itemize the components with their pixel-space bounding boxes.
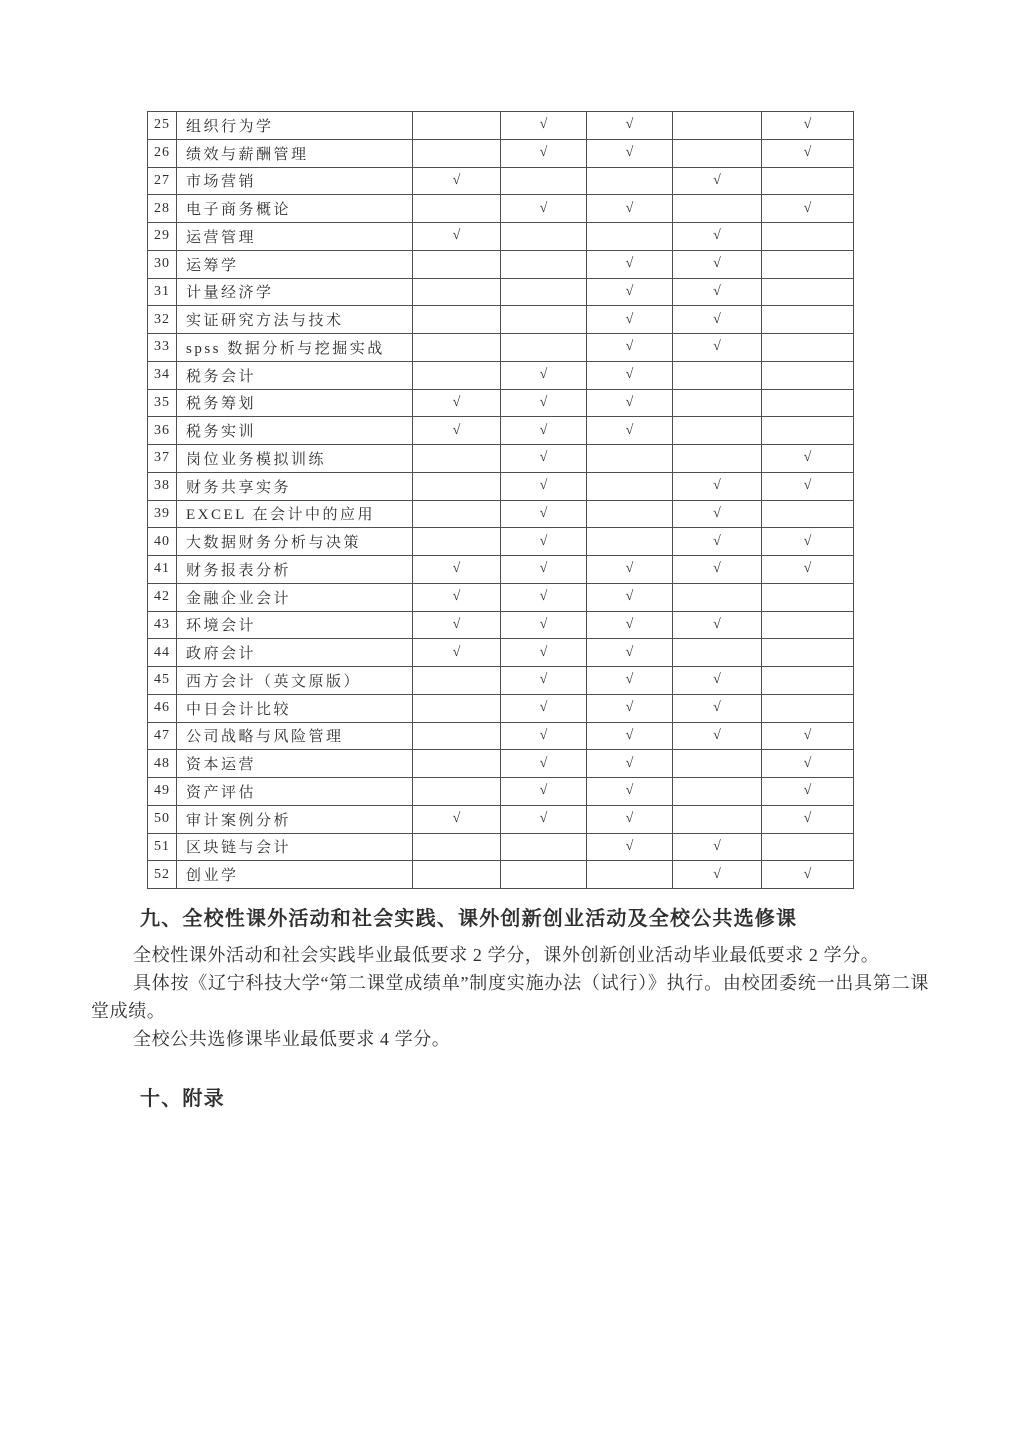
- section-nine-body: [91, 941, 929, 1053]
- checkmark-cell: √: [762, 445, 854, 473]
- checkmark-cell: √: [413, 167, 501, 195]
- checkmark-cell: √: [762, 722, 854, 750]
- row-number-cell: 28: [148, 195, 177, 223]
- checkmark-cell: [413, 278, 501, 306]
- checkmark-cell: √: [501, 639, 587, 667]
- section-heading-nine: 九、全校性课外活动和社会实践、课外创新创业活动及全校公共选修课: [140, 908, 798, 930]
- row-number-cell: 35: [148, 389, 177, 417]
- checkmark-cell: [501, 250, 587, 278]
- row-number-cell: 26: [148, 139, 177, 167]
- checkmark-cell: √: [587, 112, 673, 140]
- checkmark-cell: [587, 500, 673, 528]
- row-number-cell: 48: [148, 750, 177, 778]
- checkmark-cell: √: [762, 861, 854, 889]
- course-name-cell: 资本运营: [177, 750, 413, 778]
- checkmark-cell: √: [673, 861, 762, 889]
- row-number-cell: 31: [148, 278, 177, 306]
- checkmark-cell: [587, 223, 673, 251]
- checkmark-cell: [413, 334, 501, 362]
- checkmark-cell: [762, 694, 854, 722]
- checkmark-cell: [413, 694, 501, 722]
- checkmark-cell: √: [673, 611, 762, 639]
- table-row: [148, 112, 854, 140]
- checkmark-cell: √: [673, 528, 762, 556]
- row-number-cell: 29: [148, 223, 177, 251]
- checkmark-cell: √: [501, 528, 587, 556]
- checkmark-cell: [762, 361, 854, 389]
- course-name-cell: 岗位业务模拟训练: [177, 445, 413, 473]
- checkmark-cell: √: [501, 389, 587, 417]
- course-name-cell: spss 数据分析与挖掘实战: [177, 334, 413, 362]
- row-number-cell: 32: [148, 306, 177, 334]
- checkmark-cell: [413, 750, 501, 778]
- checkmark-cell: √: [587, 639, 673, 667]
- checkmark-cell: √: [587, 611, 673, 639]
- table-row: [148, 861, 854, 889]
- checkmark-cell: √: [673, 500, 762, 528]
- course-name-cell: 实证研究方法与技术: [177, 306, 413, 334]
- checkmark-cell: √: [762, 556, 854, 584]
- checkmark-cell: √: [673, 694, 762, 722]
- section-heading-ten: 十、附录: [140, 1088, 225, 1110]
- course-name-cell: 财务报表分析: [177, 556, 413, 584]
- checkmark-cell: √: [413, 223, 501, 251]
- checkmark-cell: √: [587, 556, 673, 584]
- row-number-cell: 43: [148, 611, 177, 639]
- table-row: [148, 195, 854, 223]
- row-number-cell: 27: [148, 167, 177, 195]
- checkmark-cell: [673, 361, 762, 389]
- row-number-cell: 45: [148, 667, 177, 695]
- checkmark-cell: √: [587, 667, 673, 695]
- row-number-cell: 40: [148, 528, 177, 556]
- table-row: [148, 750, 854, 778]
- checkmark-cell: √: [673, 223, 762, 251]
- table-row: [148, 667, 854, 695]
- checkmark-cell: [413, 778, 501, 806]
- checkmark-cell: √: [501, 583, 587, 611]
- checkmark-cell: [762, 306, 854, 334]
- course-name-cell: 中日会计比较: [177, 694, 413, 722]
- table-row: [148, 639, 854, 667]
- course-name-cell: 绩效与薪酬管理: [177, 139, 413, 167]
- checkmark-cell: [762, 417, 854, 445]
- course-name-cell: 税务会计: [177, 361, 413, 389]
- checkmark-cell: √: [501, 195, 587, 223]
- checkmark-cell: √: [413, 583, 501, 611]
- checkmark-cell: [673, 583, 762, 611]
- checkmark-cell: [413, 112, 501, 140]
- checkmark-cell: √: [587, 306, 673, 334]
- table-row: [148, 500, 854, 528]
- checkmark-cell: [673, 805, 762, 833]
- checkmark-cell: [413, 445, 501, 473]
- checkmark-cell: [501, 306, 587, 334]
- checkmark-cell: [673, 639, 762, 667]
- checkmark-cell: √: [587, 195, 673, 223]
- checkmark-cell: √: [673, 722, 762, 750]
- checkmark-cell: √: [673, 250, 762, 278]
- checkmark-cell: √: [413, 805, 501, 833]
- checkmark-cell: [762, 639, 854, 667]
- row-number-cell: 36: [148, 417, 177, 445]
- table-row: [148, 361, 854, 389]
- row-number-cell: 39: [148, 500, 177, 528]
- course-name-cell: 电子商务概论: [177, 195, 413, 223]
- checkmark-cell: [587, 167, 673, 195]
- paragraph-elective-credits: 全校公共选修课毕业最低要求 4 学分。: [133, 1029, 451, 1049]
- checkmark-cell: √: [587, 833, 673, 861]
- checkmark-cell: √: [673, 167, 762, 195]
- checkmark-cell: [413, 139, 501, 167]
- checkmark-cell: √: [587, 778, 673, 806]
- checkmark-cell: [762, 250, 854, 278]
- checkmark-cell: √: [673, 334, 762, 362]
- table-row: [148, 528, 854, 556]
- course-name-cell: 创业学: [177, 861, 413, 889]
- checkmark-cell: √: [762, 778, 854, 806]
- checkmark-cell: √: [673, 306, 762, 334]
- checkmark-cell: [413, 306, 501, 334]
- checkmark-cell: √: [587, 361, 673, 389]
- row-number-cell: 30: [148, 250, 177, 278]
- checkmark-cell: [413, 722, 501, 750]
- table-row: [148, 389, 854, 417]
- table-row: [148, 167, 854, 195]
- checkmark-cell: √: [587, 250, 673, 278]
- row-number-cell: 37: [148, 445, 177, 473]
- checkmark-cell: [501, 833, 587, 861]
- checkmark-cell: [413, 667, 501, 695]
- checkmark-cell: √: [501, 722, 587, 750]
- checkmark-cell: √: [673, 833, 762, 861]
- course-table-body: [148, 112, 854, 889]
- checkmark-cell: √: [413, 611, 501, 639]
- checkmark-cell: √: [501, 361, 587, 389]
- row-number-cell: 50: [148, 805, 177, 833]
- checkmark-cell: √: [587, 805, 673, 833]
- course-name-cell: 运筹学: [177, 250, 413, 278]
- checkmark-cell: [673, 195, 762, 223]
- table-row: [148, 250, 854, 278]
- course-name-cell: 政府会计: [177, 639, 413, 667]
- checkmark-cell: √: [501, 750, 587, 778]
- course-name-cell: 税务筹划: [177, 389, 413, 417]
- checkmark-cell: √: [501, 417, 587, 445]
- checkmark-cell: √: [587, 722, 673, 750]
- checkmark-cell: [762, 833, 854, 861]
- course-name-cell: 区块链与会计: [177, 833, 413, 861]
- checkmark-cell: √: [762, 805, 854, 833]
- course-name-cell: 税务实训: [177, 417, 413, 445]
- row-number-cell: 46: [148, 694, 177, 722]
- checkmark-cell: √: [501, 112, 587, 140]
- checkmark-cell: [413, 472, 501, 500]
- checkmark-cell: [413, 361, 501, 389]
- checkmark-cell: [413, 861, 501, 889]
- checkmark-cell: [673, 750, 762, 778]
- checkmark-cell: [762, 667, 854, 695]
- checkmark-cell: √: [762, 112, 854, 140]
- checkmark-cell: [501, 278, 587, 306]
- checkmark-cell: [587, 445, 673, 473]
- row-number-cell: 42: [148, 583, 177, 611]
- checkmark-cell: √: [587, 139, 673, 167]
- checkmark-cell: √: [501, 667, 587, 695]
- checkmark-cell: [762, 500, 854, 528]
- checkmark-cell: [673, 417, 762, 445]
- row-number-cell: 47: [148, 722, 177, 750]
- course-name-cell: 运营管理: [177, 223, 413, 251]
- checkmark-cell: √: [501, 445, 587, 473]
- checkmark-cell: [587, 472, 673, 500]
- table-row: [148, 223, 854, 251]
- checkmark-cell: √: [501, 694, 587, 722]
- checkmark-cell: √: [587, 417, 673, 445]
- checkmark-cell: [762, 223, 854, 251]
- checkmark-cell: √: [501, 139, 587, 167]
- course-name-cell: 审计案例分析: [177, 805, 413, 833]
- row-number-cell: 25: [148, 112, 177, 140]
- checkmark-cell: √: [413, 556, 501, 584]
- checkmark-cell: √: [501, 500, 587, 528]
- checkmark-cell: [413, 500, 501, 528]
- checkmark-cell: √: [673, 667, 762, 695]
- checkmark-cell: [587, 528, 673, 556]
- checkmark-cell: √: [587, 334, 673, 362]
- checkmark-cell: [587, 861, 673, 889]
- row-number-cell: 49: [148, 778, 177, 806]
- table-row: [148, 778, 854, 806]
- row-number-cell: 33: [148, 334, 177, 362]
- course-table: [147, 111, 854, 889]
- table-row: [148, 472, 854, 500]
- course-name-cell: 金融企业会计: [177, 583, 413, 611]
- checkmark-cell: [673, 445, 762, 473]
- checkmark-cell: [673, 389, 762, 417]
- paragraph-activity-credits: 全校性课外活动和社会实践毕业最低要求 2 学分，课外创新创业活动毕业最低要求 2 学分。: [133, 945, 880, 965]
- checkmark-cell: [762, 334, 854, 362]
- table-row: [148, 611, 854, 639]
- checkmark-cell: √: [762, 139, 854, 167]
- checkmark-cell: [413, 833, 501, 861]
- row-number-cell: 44: [148, 639, 177, 667]
- checkmark-cell: [673, 778, 762, 806]
- checkmark-cell: √: [501, 472, 587, 500]
- course-name-cell: 西方会计（英文原版）: [177, 667, 413, 695]
- course-name-cell: 计量经济学: [177, 278, 413, 306]
- checkmark-cell: √: [501, 556, 587, 584]
- checkmark-cell: √: [673, 556, 762, 584]
- checkmark-cell: [413, 250, 501, 278]
- row-number-cell: 41: [148, 556, 177, 584]
- checkmark-cell: [501, 223, 587, 251]
- checkmark-cell: [762, 611, 854, 639]
- checkmark-cell: [762, 583, 854, 611]
- checkmark-cell: √: [413, 639, 501, 667]
- course-name-cell: 环境会计: [177, 611, 413, 639]
- checkmark-cell: √: [587, 278, 673, 306]
- checkmark-cell: √: [413, 417, 501, 445]
- checkmark-cell: √: [501, 778, 587, 806]
- checkmark-cell: √: [673, 472, 762, 500]
- checkmark-cell: √: [501, 611, 587, 639]
- paragraph-second-classroom-policy: 具体按《辽宁科技大学“第二课堂成绩单”制度实施办法（试行）》执行。由校团委统一出具第二课堂成绩。: [91, 973, 929, 1021]
- checkmark-cell: [501, 167, 587, 195]
- table-row: [148, 278, 854, 306]
- table-row: [148, 722, 854, 750]
- checkmark-cell: √: [762, 195, 854, 223]
- checkmark-cell: √: [587, 694, 673, 722]
- row-number-cell: 51: [148, 833, 177, 861]
- checkmark-cell: √: [587, 750, 673, 778]
- checkmark-cell: [501, 334, 587, 362]
- table-row: [148, 139, 854, 167]
- row-number-cell: 52: [148, 861, 177, 889]
- course-name-cell: 公司战略与风险管理: [177, 722, 413, 750]
- table-row: [148, 445, 854, 473]
- checkmark-cell: √: [762, 750, 854, 778]
- checkmark-cell: √: [587, 389, 673, 417]
- checkmark-cell: √: [501, 805, 587, 833]
- checkmark-cell: [762, 278, 854, 306]
- checkmark-cell: [501, 861, 587, 889]
- checkmark-cell: √: [762, 528, 854, 556]
- checkmark-cell: [413, 195, 501, 223]
- course-name-cell: 市场营销: [177, 167, 413, 195]
- table-row: [148, 417, 854, 445]
- checkmark-cell: √: [587, 583, 673, 611]
- table-row: [148, 694, 854, 722]
- row-number-cell: 34: [148, 361, 177, 389]
- checkmark-cell: [762, 167, 854, 195]
- table-row: [148, 583, 854, 611]
- row-number-cell: 38: [148, 472, 177, 500]
- checkmark-cell: [673, 112, 762, 140]
- course-name-cell: 大数据财务分析与决策: [177, 528, 413, 556]
- table-row: [148, 556, 854, 584]
- course-name-cell: EXCEL 在会计中的应用: [177, 500, 413, 528]
- course-name-cell: 资产评估: [177, 778, 413, 806]
- table-row: [148, 306, 854, 334]
- checkmark-cell: [762, 389, 854, 417]
- table-row: [148, 334, 854, 362]
- checkmark-cell: [673, 139, 762, 167]
- course-name-cell: 组织行为学: [177, 112, 413, 140]
- checkmark-cell: √: [762, 472, 854, 500]
- table-row: [148, 805, 854, 833]
- course-name-cell: 财务共享实务: [177, 472, 413, 500]
- checkmark-cell: √: [413, 389, 501, 417]
- checkmark-cell: [413, 528, 501, 556]
- checkmark-cell: √: [673, 278, 762, 306]
- table-row: [148, 833, 854, 861]
